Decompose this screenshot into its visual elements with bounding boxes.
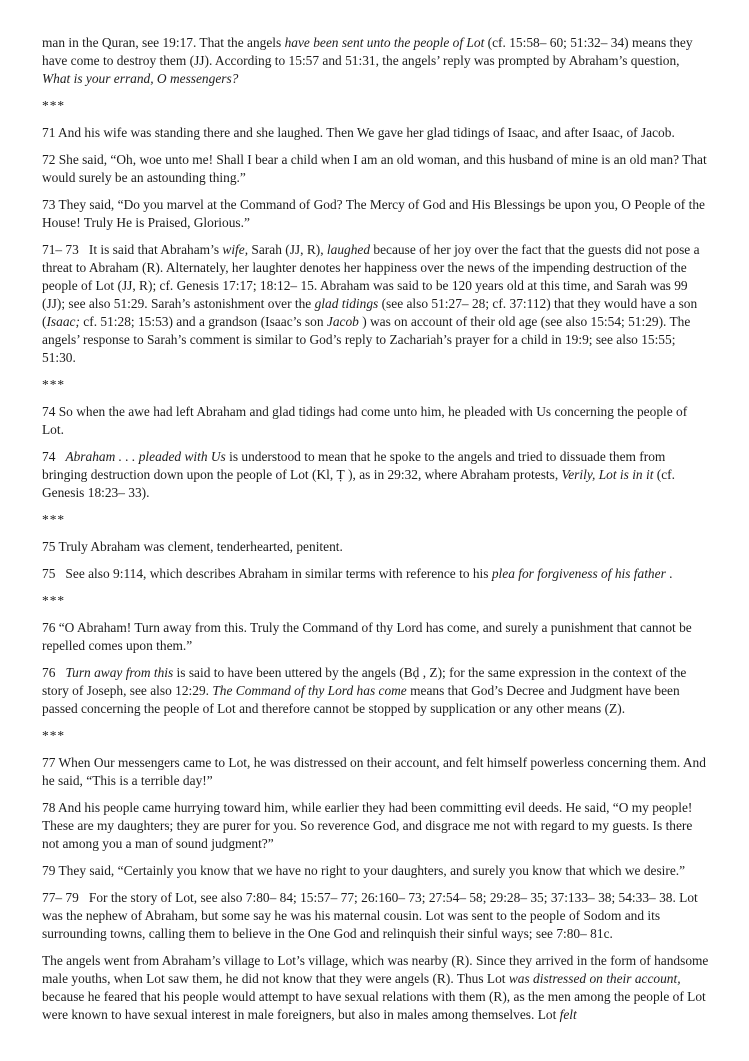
italic-text-run: felt xyxy=(559,1007,577,1022)
text-run: is said to have been uttered by the angels (Bḍ , Z); for the same expression in the context of the story of Joseph, see also 12:29. xyxy=(42,665,687,698)
text-run: man in the Quran, see 19:17. That the angels xyxy=(42,35,285,50)
text-run: *** xyxy=(42,512,66,527)
text-run: Sarah (JJ, R), xyxy=(248,242,327,257)
commentary-75 xyxy=(42,565,711,583)
verse-75 xyxy=(42,538,711,556)
text-run: 79 They said, “Certainly you know that we have no right to your daughters, and surely you know that which we desire.” xyxy=(42,863,686,878)
text-run: 76 xyxy=(42,665,66,680)
italic-text-run: plea for forgiveness of his father xyxy=(491,566,666,581)
opening-commentary-continuation xyxy=(42,34,711,88)
text-run: 74 xyxy=(42,449,66,464)
text-run: 75 Truly Abraham was clement, tenderhearted, penitent. xyxy=(42,539,343,554)
italic-text-run: The Command of thy Lord has come xyxy=(212,683,407,698)
verse-73 xyxy=(42,196,711,232)
section-separator-2 xyxy=(42,376,711,394)
verse-77 xyxy=(42,754,711,790)
italic-text-run: laughed xyxy=(326,242,371,257)
section-separator-5 xyxy=(42,727,711,745)
text-run: because of her joy over the fact that the guests did not pose a threat to Abraham (R). Alternately, her laughter denotes her happiness over the news of the impending destruction of the people of Lot (JJ, R); cf. Genesis 17:17; 18:12– 15. Abraham was said to be 120 years old at this time, and Sarah was 99 (JJ); see also 51:29. Sarah’s astonishment over the xyxy=(42,242,700,311)
italic-text-run: Isaac; xyxy=(46,314,80,329)
text-run: *** xyxy=(42,98,66,113)
commentary-71-73 xyxy=(42,241,711,367)
text-run: 77– 79 For the story of Lot, see also 7:80– 84; 15:57– 77; 26:160– 73; 27:54– 58; 29:28– 35; 37:133– 38; 54:33– 38. Lot was the nephew of Abraham, but some say he was his maternal cousin. Lot was sent to the people of Sodom and its surrounding towns, calling them to believe in the One God and relinquish their sinful ways; see 7:80– 81c. xyxy=(42,890,698,941)
text-run: 78 And his people came hurrying toward him, while earlier they had been committing evil deeds. He said, “O my people! These are my daughters; they are purer for you. So reverence God, and disgrace me not with regard to my guests. Is there not among you a man of sound judgment?” xyxy=(42,800,693,851)
verse-74 xyxy=(42,403,711,439)
italic-text-run: have been sent unto the people of Lot xyxy=(284,35,485,50)
text-run: . xyxy=(665,566,673,581)
italic-text-run: What is your errand, O messengers? xyxy=(42,71,239,86)
section-separator-3 xyxy=(42,511,711,529)
text-run: cf. 51:28; 15:53) and a grandson (Isaac’s son xyxy=(79,314,327,329)
italic-text-run: Verily, Lot is in it xyxy=(561,467,654,482)
text-run: 71 And his wife was standing there and she laughed. Then We gave her glad tidings of Isaac, and after Isaac, of Jacob. xyxy=(42,125,675,140)
verse-76 xyxy=(42,619,711,655)
text-run: 71– 73 It is said that Abraham’s xyxy=(42,242,223,257)
verse-71 xyxy=(42,124,711,142)
commentary-77-79 xyxy=(42,889,711,943)
text-run: *** xyxy=(42,728,66,743)
text-run: 72 She said, “Oh, woe unto me! Shall I bear a child when I am an old woman, and this husband of mine is an old man? That would surely be an astounding thing.” xyxy=(42,152,707,185)
text-run: (see also 51:27– 28; cf. 37:112) that they would have a son ( xyxy=(42,296,698,329)
text-run: because he feared that his people would attempt to have sexual relations with them (R), as the men among the people of Lot were known to have sexual interest in male foreigners, but also in males among themselves. Lot xyxy=(42,989,706,1022)
page-text-column xyxy=(42,34,711,1033)
text-run: 76 “O Abraham! Turn away from this. Truly the Command of thy Lord has come, and surely a punishment that cannot be repelled comes upon them.” xyxy=(42,620,692,653)
italic-text-run: glad tidings xyxy=(314,296,379,311)
verse-72 xyxy=(42,151,711,187)
commentary-76 xyxy=(42,664,711,718)
italic-text-run: Abraham . . . pleaded with Us xyxy=(65,449,226,464)
text-run: 73 They said, “Do you marvel at the Command of God? The Mercy of God and His Blessings be upon you, O People of the House! Truly He is Praised, Glorious.” xyxy=(42,197,705,230)
text-run: The angels went from Abraham’s village to Lot’s village, which was nearby (R). Since they arrived in the form of handsome male youths, when Lot saw them, he did not know that they were angels (R). Thus Lot xyxy=(42,953,709,986)
commentary-lot-angels xyxy=(42,952,711,1024)
text-run: (cf. Genesis 18:23– 33). xyxy=(42,467,675,500)
italic-text-run: Jacob xyxy=(326,314,359,329)
text-run: 77 When Our messengers came to Lot, he was distressed on their account, and felt himself powerless concerning them. And he said, “This is a terrible day!” xyxy=(42,755,706,788)
text-run: (cf. 15:58– 60; 51:32– 34) means they have come to destroy them (JJ). According to 15:57 and 51:31, the angels’ reply was prompted by Abraham’s question, xyxy=(42,35,693,68)
italic-text-run: wife, xyxy=(222,242,249,257)
verse-78 xyxy=(42,799,711,853)
text-run: *** xyxy=(42,377,66,392)
text-run: 74 So when the awe had left Abraham and glad tidings had come unto him, he pleaded with Us concerning the people of Lot. xyxy=(42,404,688,437)
text-run: means that God’s Decree and Judgment have been passed concerning the people of Lot and therefore cannot be stopped by supplication or any other means (Z). xyxy=(42,683,680,716)
commentary-74 xyxy=(42,448,711,502)
italic-text-run: Turn away from this xyxy=(65,665,174,680)
section-separator-1 xyxy=(42,97,711,115)
verse-79 xyxy=(42,862,711,880)
italic-text-run: was distressed on their account, xyxy=(508,971,681,986)
text-run: is understood to mean that he spoke to the angels and tried to dissuade them from bringing destruction down upon the people of Lot (Kl, Ṭ ), as in 29:32, where Abraham protests, xyxy=(42,449,666,482)
text-run: 75 See also 9:114, which describes Abraham in similar terms with reference to his xyxy=(42,566,492,581)
section-separator-4 xyxy=(42,592,711,610)
text-run: *** xyxy=(42,593,66,608)
text-run: ) was on account of their old age (see also 15:54; 51:29). The angels’ response to Sarah’s comment is similar to God’s reply to Zachariah’s prayer for a child in 19:9; see also 15:55; 51:30. xyxy=(42,314,691,365)
